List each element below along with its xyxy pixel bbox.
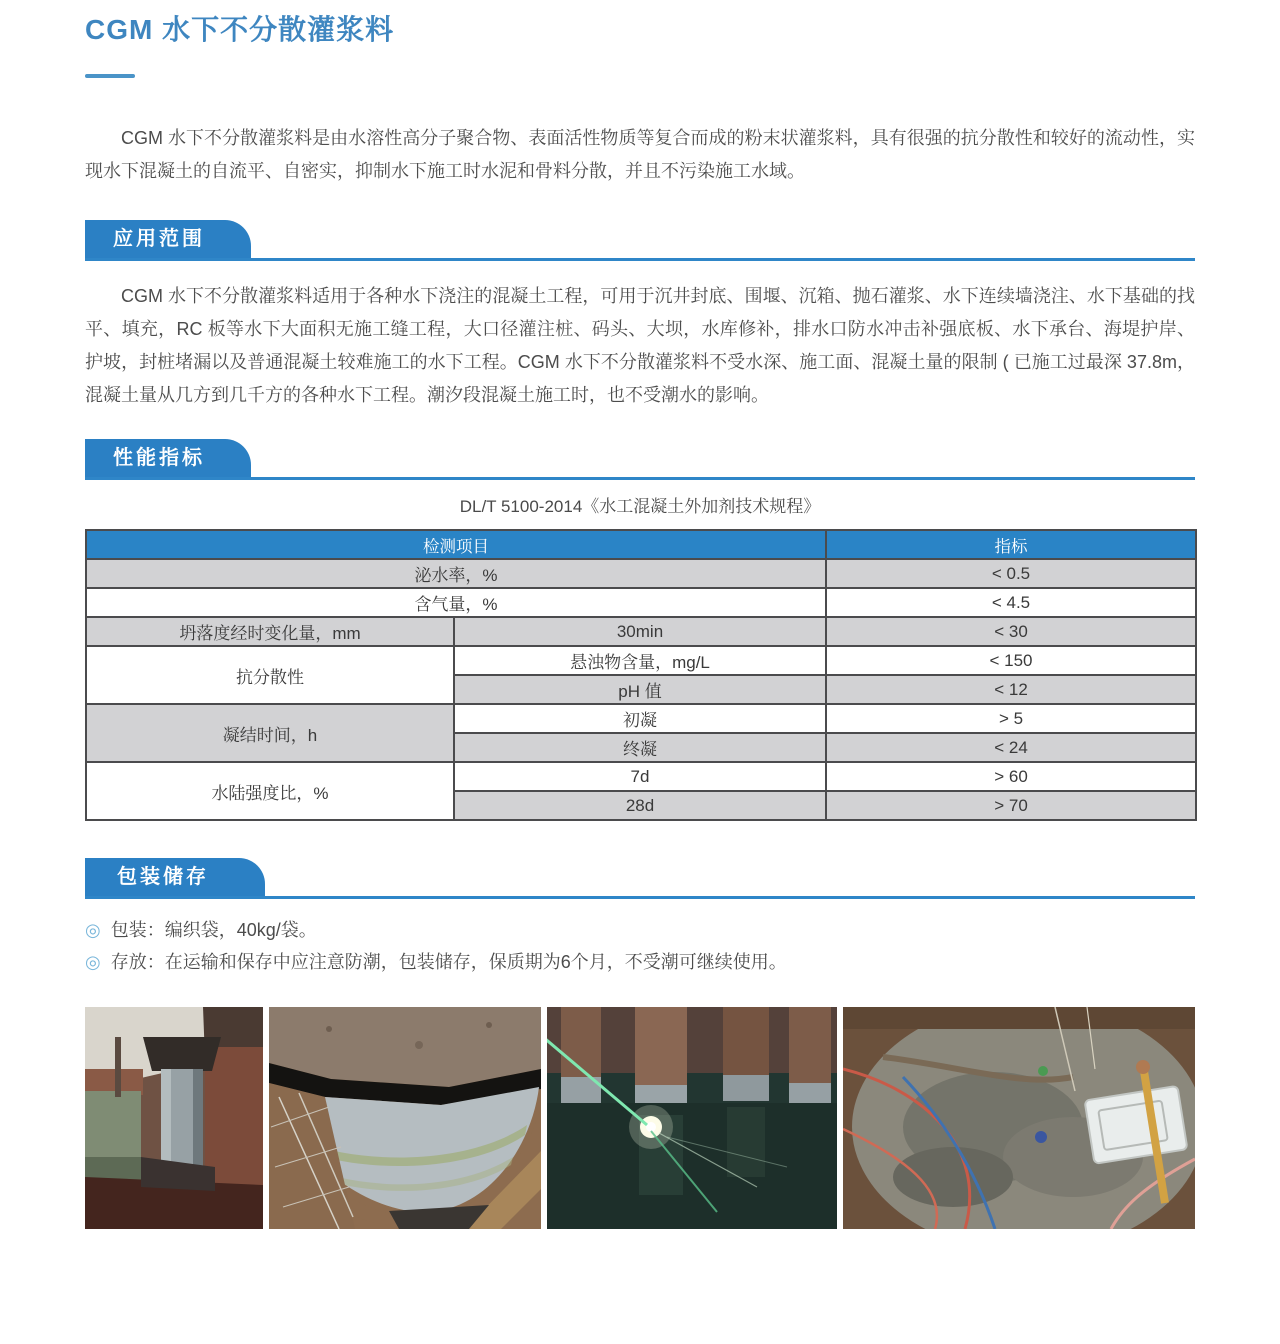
table-cell-sub: pH 值 bbox=[454, 675, 826, 704]
photo-caisson-mud-cables bbox=[843, 1007, 1195, 1229]
bullet-text: 存放：在运输和保存中应注意防潮，包装储存，保质期为6个月，不受潮可继续使用。 bbox=[110, 952, 787, 972]
photo-illustration bbox=[269, 1007, 541, 1229]
photo-illustration bbox=[843, 1007, 1195, 1229]
table-cell-item: 泌水率，% bbox=[86, 559, 826, 588]
photo-illustration bbox=[85, 1007, 263, 1229]
table-cell-value: < 12 bbox=[826, 675, 1196, 704]
photo-strip bbox=[85, 1007, 1195, 1229]
table-cell-item: 坍落度经时变化量，mm bbox=[86, 617, 454, 646]
table-header-item: 检测项目 bbox=[86, 530, 826, 559]
photo-night-piers-laser bbox=[547, 1007, 837, 1229]
section-header-application bbox=[85, 220, 1195, 261]
section-badge-performance: 性能指标 bbox=[85, 439, 251, 477]
bullet-text: 包装：编织袋，40kg/袋。 bbox=[110, 920, 317, 940]
section-header-performance bbox=[85, 439, 1195, 480]
table-row bbox=[86, 617, 1196, 646]
ring-bullet-icon: ◎ bbox=[85, 952, 101, 972]
table-row bbox=[86, 559, 1196, 588]
ring-bullet-icon: ◎ bbox=[85, 920, 101, 940]
table-cell-value: < 4.5 bbox=[826, 588, 1196, 617]
table-cell-sub: 30min bbox=[454, 617, 826, 646]
table-cell-value: < 24 bbox=[826, 733, 1196, 762]
packaging-bullet-list bbox=[85, 914, 1195, 978]
table-cell-sub: 7d bbox=[454, 762, 826, 791]
table-cell-group: 凝结时间，h bbox=[86, 704, 454, 762]
performance-table bbox=[85, 529, 1197, 821]
application-paragraph: CGM 水下不分散灌浆料适用于各种水下浇注的混凝土工程，可用于沉井封底、围堰、沉箱、抛石灌浆、水下连续墙浇注、水下基础的找平、填充，RC 板等水下大面积无施工缝工程，大口径灌注桩、码头、大坝，水库修补，排水口防水冲击补强底板、水下承台、海堤护岸、护坡，封桩堵漏以及普通混凝土较难施工的水下工程。CGM 水下不分散灌浆料不受水深、施工面、混凝土量的限制 ( 已施工过最深 37.8m，混凝土量从几方到几千方的各种水下工程。潮汐段混凝土施工时，也不受潮水的影响。 bbox=[85, 286, 1195, 405]
table-cell-value: > 5 bbox=[826, 704, 1196, 733]
table-cell-sub: 28d bbox=[454, 791, 826, 820]
table-cell-sub: 终凝 bbox=[454, 733, 826, 762]
page-title: CGM 水下不分散灌浆料 bbox=[85, 14, 395, 45]
photo-underwater-pile-cap bbox=[85, 1007, 263, 1229]
intro-paragraph: CGM 水下不分散灌浆料是由水溶性高分子聚合物、表面活性物质等复合而成的粉末状灌浆料，具有很强的抗分散性和较好的流动性，实现水下混凝土的自流平、自密实，抑制水下施工时水泥和骨料分散，并且不污染施工水域。 bbox=[85, 128, 1195, 181]
section-header-packaging bbox=[85, 858, 1195, 899]
table-cell-group: 水陆强度比，% bbox=[86, 762, 454, 820]
table-row bbox=[86, 646, 1196, 675]
table-cell-value: < 150 bbox=[826, 646, 1196, 675]
table-cell-item: 含气量，% bbox=[86, 588, 826, 617]
table-header-row bbox=[86, 530, 1196, 559]
table-row bbox=[86, 704, 1196, 733]
table-cell-sub: 初凝 bbox=[454, 704, 826, 733]
section-badge-packaging: 包装储存 bbox=[85, 858, 265, 896]
standard-caption: DL/T 5100-2014《水工混凝土外加剂技术规程》 bbox=[459, 497, 821, 516]
table-header-value: 指标 bbox=[826, 530, 1196, 559]
list-item bbox=[85, 946, 1195, 978]
section-badge-application: 应用范围 bbox=[85, 220, 251, 258]
list-item bbox=[85, 914, 1195, 946]
table-row bbox=[86, 588, 1196, 617]
table-cell-value: < 0.5 bbox=[826, 559, 1196, 588]
photo-illustration bbox=[547, 1007, 837, 1229]
table-cell-sub: 悬浊物含量，mg/L bbox=[454, 646, 826, 675]
table-cell-value: > 60 bbox=[826, 762, 1196, 791]
table-cell-group: 抗分散性 bbox=[86, 646, 454, 704]
table-cell-value: > 70 bbox=[826, 791, 1196, 820]
table-row bbox=[86, 762, 1196, 791]
title-underline-dash bbox=[85, 74, 135, 78]
photo-pile-collar-repair bbox=[269, 1007, 541, 1229]
table-cell-value: < 30 bbox=[826, 617, 1196, 646]
